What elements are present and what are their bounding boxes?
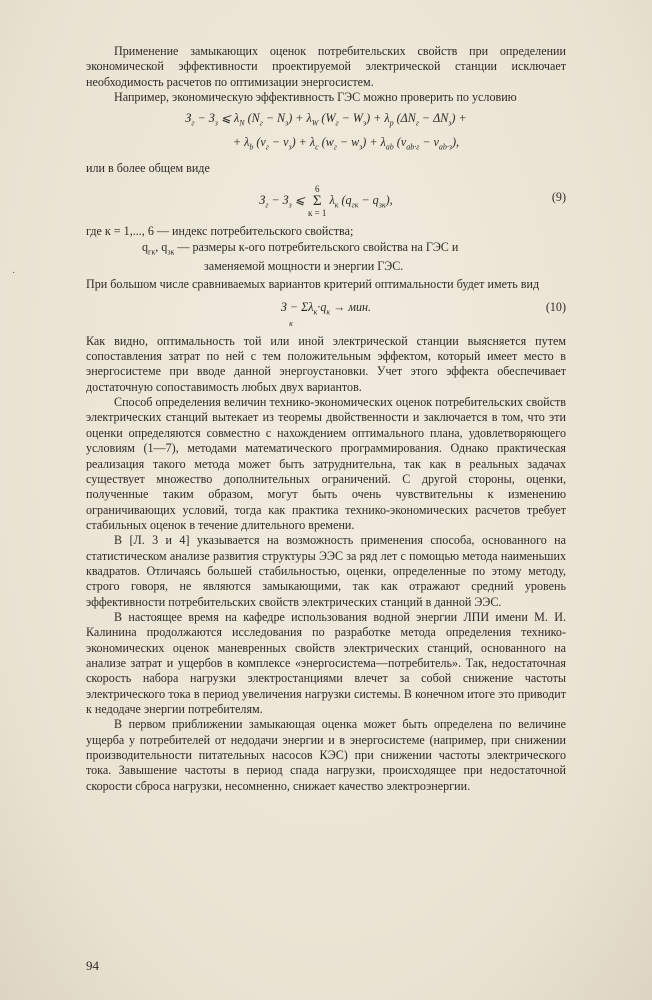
sum-upper-limit: 6 <box>314 184 320 195</box>
definition-k: где к = 1,..., 6 — индекс потребительского свойства; <box>86 224 354 239</box>
sum-sign: Σ <box>312 193 322 210</box>
definitions <box>86 224 566 274</box>
definition-q-cont: заменяемой мощности и энергии ГЭС. <box>204 259 404 274</box>
paragraph-3: или в более общем виде <box>86 160 210 175</box>
paragraph-2: Например, экономическую эффективность ГЭС можно проверить по условию <box>114 90 517 105</box>
equation-9-number: (9) <box>551 190 566 205</box>
paragraph-4: При большом числе сравниваемых вариантов критерий оптимальности будет иметь вид <box>86 276 540 291</box>
equation-1-line-2: + $\lambda_b$ $(v_г - v_з) + \lambda_c$ $(w_г - w_з) + \lambda_{ab}$ $(v_{ab\cdot г} - v_{ab\cdot з})$, <box>232 135 460 152</box>
equation-9-rhs: $\lambda_к$ $(q_{гк} - q_{зк})$, <box>329 193 393 210</box>
paragraph-5: Как видно, оптимальность той или иной электрической станции выясняется путем сопоставления затрат по ней с тем положительным эффектом, который имеет место в энергосистеме при вводе данной энергоустановки. Учет этого эффекта обеспечивает достаточную сопоставимость любых двух вариантов. <box>86 333 566 394</box>
equation-9 <box>86 184 566 218</box>
page-number: 94 <box>86 958 99 973</box>
margin-mark: · <box>12 268 16 279</box>
equation-10-sub: к <box>289 318 293 328</box>
paragraph-7: В [Л. 3 и 4] указывается на возможность применения способа, основанного на статистическом анализе развития структуры ЭЭС за ряд лет с помощью метода наименьших квадратов. Отличаясь большей стабильностью, оценки, определенные по этому методу, строго говоря, не являются замыкающими, так как отражают средний уровень эффективности потребительских свойств электрических станций в данной ЭЭС. <box>86 533 566 609</box>
equation-9-sum <box>308 184 326 218</box>
equation-10 <box>86 300 566 328</box>
text-column <box>86 44 566 794</box>
paragraph-9: В первом приближении замыкающая оценка может быть определена по величине ущерба у потребителей от недодачи энергии и в энергосистеме (например, при снижении производительности питательных насосов КЭС) при снижении частоты электрического тока. Завышение частоты в период спада нагрузки, происходящее при недостаточной скорости сброса нагрузки, несомненно, снижает качество электроэнергии. <box>86 717 566 793</box>
equation-10-body: $З - \Sigma\lambda_к\cdot q_к$ → мин. <box>280 300 372 317</box>
definition-q: $q_{гк}$, $q_{зк}$ — размеры к-ого потребительского свойства на ГЭС и <box>142 239 459 256</box>
paragraph-6: Способ определения величин технико-экономических оценок потребительских свойств электрических станций вытекает из теоремы двойственности и заключается в том, что эти оценки определяются совместно с нахождением оптимального плана, удовлетворяющего условиям (1—7), методами математического программирования. Однако практическая реализация такого метода может быть затруднительна, так как в реальных задачах существует множество дополнительных ограничений. С другой стороны, оценки, полученные таким образом, могут быть очень чувствительны к изменению ограничивающих условий, тогда как практика технико-экономических расчетов требует стабильных оценок в течение длительного времени. <box>86 395 566 532</box>
sum-lower-limit: к = 1 <box>307 208 327 219</box>
equation-1-line-1: $З_г - З_з$ ⩽ $\lambda_N$ $(N_г - N_з) + \lambda_W$ $(W_г - W_з) + \lambda_p$ $(\Delta N_г - \Delta N_з)$ + <box>185 111 467 128</box>
paragraph-1: Применение замыкающих оценок потребительских свойств при определении экономической эффективности проектируемой электрической станции исключает необходимость расчетов по оптимизации энергосистем. <box>86 44 566 89</box>
paragraph-8: В настоящее время на кафедре использования водной энергии ЛПИ имени М. И. Калинина продолжаются исследования по разработке метода определения технико-экономических оценок маневренных свойств электрических станций, основанного на анализе затрат и ущербов в комплексе «энергосистема—потребитель». Так, недостаточная скорость набора нагрузки электростанциями влечет за собой снижение частоты электрического тока в период увеличения нагрузки системы. В конечном итоге это приводит к недодаче энергии потребителям. <box>86 609 566 716</box>
equation-9-lhs: $З_г - З_з$ ⩽ <box>259 193 305 210</box>
equation-10-number: (10) <box>545 300 566 314</box>
